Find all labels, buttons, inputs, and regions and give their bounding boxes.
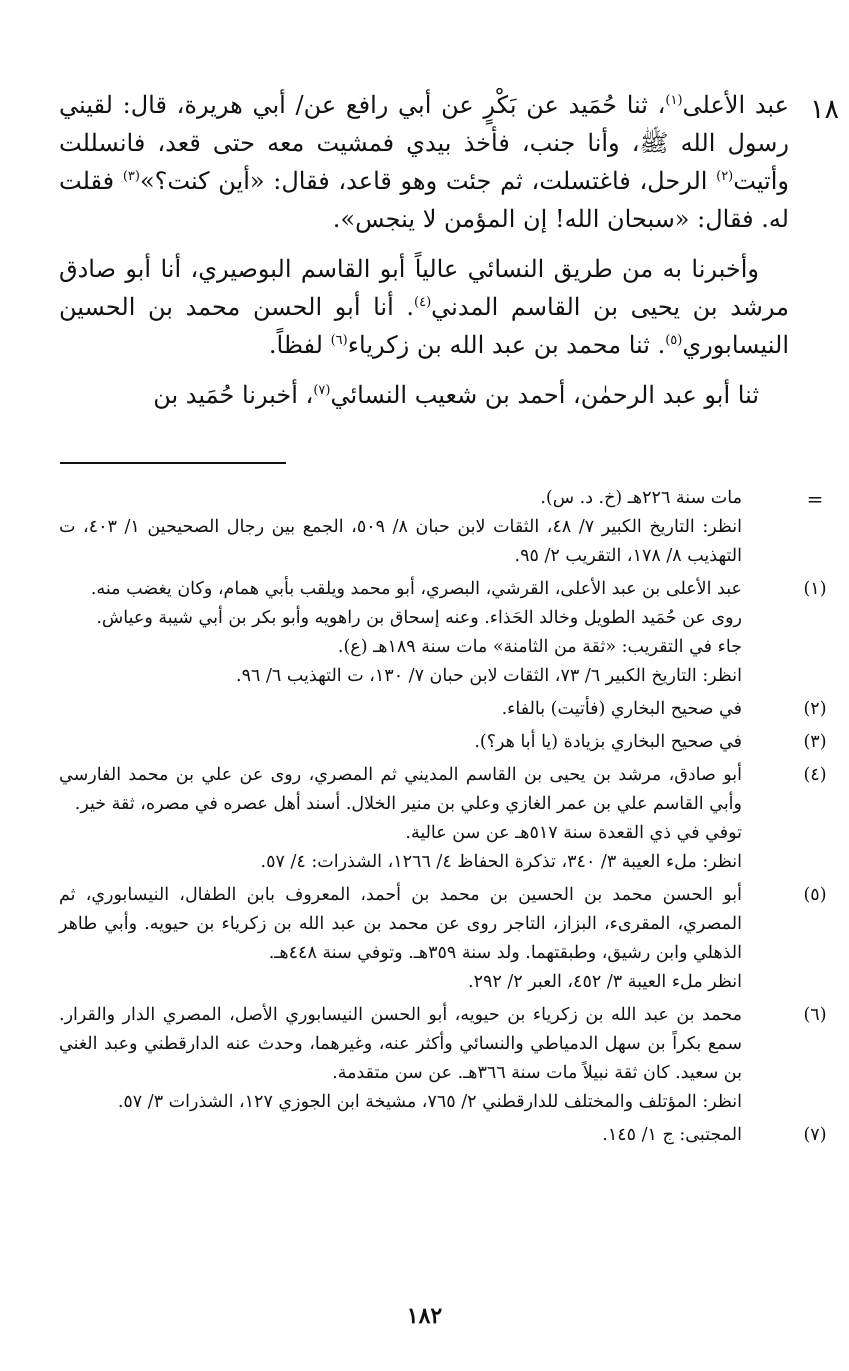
- continuation-mark: =: [806, 487, 824, 511]
- footnote-number: (٧): [803, 1125, 827, 1145]
- footnote-line: في صحيح البخاري (فأتيت) بالفاء.: [501, 699, 742, 719]
- footnote-ref[interactable]: (٥): [665, 333, 683, 348]
- footnote-5: [59, 881, 827, 997]
- text-segment: . أنا أبو الحسن محمد بن الحسين النيسابوري: [59, 293, 789, 359]
- footnote-number: (٦): [803, 1005, 827, 1025]
- footnote-line: أبو الحسن محمد بن الحسين بن محمد بن أحمد، المعروف بابن الطفال، النيسابوري، ثم المصري، المقرىء، البزاز، التاجر روى عن محمد بن عبد الله بن زكرياء بن حيويه. وأبي طاهر الذهلي وابن رشيق، وطبقتهما. ولد سنة ٣٥٩هـ. وتوفي سنة ٤٤٨هـ.: [59, 885, 742, 963]
- footnote-line: توفي في ذي القعدة سنة ٥١٧هـ عن سن عالية.: [405, 823, 742, 843]
- footnote-number: (٤): [803, 765, 827, 785]
- text-segment: الرحل، فاغتسلت، ثم جئت وهو قاعد، فقال: «أين كنت؟»: [139, 167, 717, 195]
- footnote-line: عبد الأعلى بن عبد الأعلى، القرشي، البصري، أبو محمد ويلقب بأبي همام، وكان يغضب منه.: [90, 579, 742, 599]
- text-segment: ، أخبرنا حُمَيد بن: [153, 381, 314, 409]
- hadith-paragraph-1: [59, 86, 789, 238]
- footnote-ref[interactable]: (٤): [414, 295, 432, 310]
- footnote-continued: [59, 484, 789, 571]
- footnote-4: [59, 761, 827, 877]
- text-segment: ، ثنا حُمَيد عن بَكْرٍ عن أبي رافع عن/ أبي هريرة، قال: لقيني رسول الله ﷺ، وأنا جنب، فأخذ بيدي فمشيت معه حتى قعد، فانسللت وأتيت: [59, 91, 789, 195]
- text-segment: لفظاً.: [268, 331, 331, 359]
- footnote-number: (٣): [803, 732, 827, 752]
- footnote-line: جاء في التقريب: «ثقة من الثامنة» مات سنة ١٨٩هـ (ع).: [337, 637, 742, 657]
- footnote-line: انظر ملء العيبة ٣/ ٤٥٢، العبر ٢/ ٢٩٢.: [468, 972, 742, 992]
- footnote-ref[interactable]: (٧): [313, 383, 331, 398]
- footnote-line: انظر: التاريخ الكبير ٧/ ٤٨، الثقات لابن حبان ٨/ ٥٠٩، الجمع بين رجال الصحيحين ١/ ٤٠٣، ت التهذيب ٨/ ١٧٨، التقريب ٢/ ٩٥.: [59, 517, 742, 566]
- hadith-paragraph-2: [59, 250, 789, 364]
- footnote-separator: [60, 462, 286, 464]
- footnote-line: انظر: ملء العيبة ٣/ ٣٤٠، تذكرة الحفاظ ٤/ ١٢٦٦، الشذرات: ٤/ ٥٧.: [260, 852, 742, 872]
- text-segment: . ثنا محمد بن عبد الله بن زكرياء: [347, 331, 666, 359]
- footnotes: [59, 484, 827, 1150]
- footnote-number: (٢): [803, 699, 827, 719]
- text-segment: ثنا أبو عبد الرحمٰن، أحمد بن شعيب النسائي: [330, 381, 759, 409]
- footnote-line: المجتبى: ج ١/ ١٤٥.: [602, 1125, 742, 1145]
- footnote-6: [59, 1001, 827, 1117]
- hadith-paragraph-3: [59, 376, 789, 414]
- footnote-number: (١): [803, 579, 827, 599]
- footnote-1: [59, 575, 827, 691]
- footnote-line: في صحيح البخاري بزيادة (يا أبا هر؟).: [474, 732, 742, 752]
- page-number: ١٨٢: [406, 1303, 443, 1329]
- hadith-number: ١٨: [809, 94, 839, 125]
- footnote-line: روى عن حُمَيد الطويل وخالد الحَذاء. وعنه إسحاق بن راهويه وأبو بكر بن أبي شيبة وعياش.: [96, 608, 742, 628]
- footnote-7: [59, 1121, 827, 1150]
- footnote-line: انظر: المؤتلف والمختلف للدارقطني ٢/ ٧٦٥، مشيخة ابن الجوزي ١٢٧، الشذرات ٣/ ٥٧.: [117, 1092, 742, 1112]
- text-segment: عبد الأعلى: [682, 91, 789, 119]
- footnote-ref[interactable]: (٣): [122, 169, 140, 184]
- main-text: [59, 86, 789, 414]
- footnote-line: محمد بن عبد الله بن زكرياء بن حيويه، أبو الحسن النيسابوري الأصل، المصري الدار والقرار. سمع بكراً بن سهل الدمياطي والنسائي وأكثر عنه، وغيرهما، وحدث عنه الدارقطني وعبد الغني بن سعيد. كان ثقة نبيلاً مات سنة ٣٦٦هـ. عن سن متقدمة.: [59, 1005, 742, 1083]
- footnote-line: أبو صادق، مرشد بن يحيى بن القاسم المديني ثم المصري، روى عن علي بن محمد الفارسي وأبي القاسم علي بن عمر الغازي وعلي بن منير الخلال. أسند أهل عصره في مصره، ثقة خير.: [59, 765, 742, 814]
- footnote-ref[interactable]: (٦): [330, 333, 348, 348]
- footnote-3: [59, 728, 827, 757]
- footnote-2: [59, 695, 827, 724]
- footnote-line: انظر: التاريخ الكبير ٦/ ٧٣، الثقات لابن حبان ٧/ ١٣٠، ت التهذيب ٦/ ٩٦.: [236, 666, 742, 686]
- footnote-number: (٥): [803, 885, 827, 905]
- footnote-ref[interactable]: (٢): [716, 169, 734, 184]
- footnote-ref[interactable]: (١): [665, 93, 683, 108]
- text-segment: وأخبرنا به من طريق النسائي عالياً أبو القاسم البوصيري، أنا أبو صادق مرشد بن يحيى بن القاسم المدني: [59, 255, 790, 321]
- footnote-line: مات سنة ٢٢٦هـ (خ. د. س).: [540, 488, 742, 508]
- text-segment: فقلت له. فقال: «سبحان الله! إن المؤمن لا ينجس».: [59, 167, 789, 233]
